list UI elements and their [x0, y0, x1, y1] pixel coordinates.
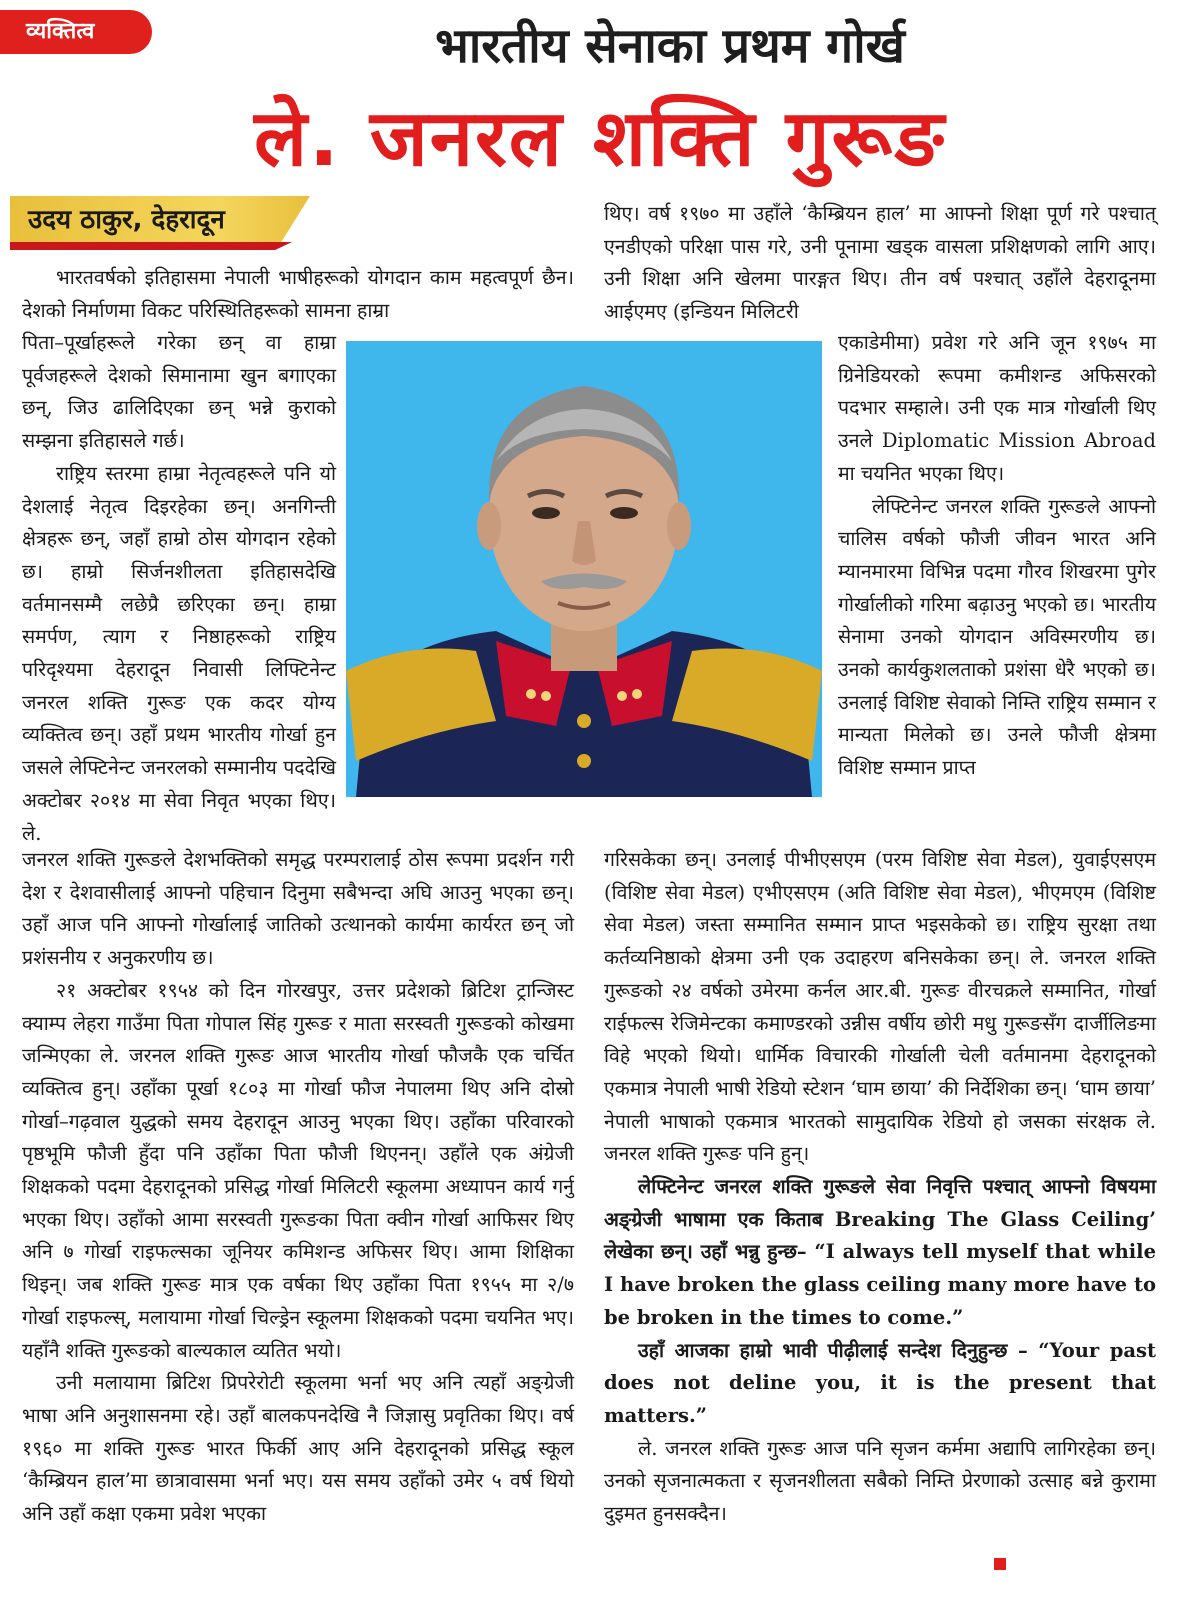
paragraph: राष्ट्रिय स्तरमा हाम्रा नेतृत्वहरूले पनि यो देशलाई नेतृत्व दिइरहेका छन्। अनगिन्ती क्षेत्रहरू छन्, जहाँ हाम्रो ठोस योगदान रहेको छ। हाम्रो सिर्जनशीलता इतिहासदेखि वर्तमानसम्मै लछेप्रै छरिएका छन्। हाम्रा समर्पण, त्याग र निष्ठाहरूको राष्ट्रिय परिदृश्यमा देहरादून निवासी लिफ्टिनेन्ट जनरल शक्ति गुरूङ एक कदर योग्य व्यक्तित्व छन्। उहाँ प्रथम भारतीय गोर्खा हुन जसले लेफ्टिनेन्ट जनरलको सम्मानीय पददेखि अक्टोबर २०१४ मा सेवा निवृत भएका थिए। ले. — [22, 461, 336, 845]
column-b-bottom — [604, 844, 1156, 1531]
paragraph: गरिसकेका छन्। उनलाई पीभीएसएम (परम विशिष्ट सेवा मेडल), युवाईएसएम (विशिष्ट सेवा मेडल) एभीएसएम (अति विशिष्ट सेवा मेडल), भीएमएम (विशिष्ट सेवा मेडल) जस्ता सम्मानित सम्मान प्राप्त भइसकेको छ। राष्ट्रिय सुरक्षा तथा कर्तव्यनिष्ठाको क्षेत्रमा उनी एक उदाहरण बनिसकेका छन्। ले. जनरल शक्ति गुरूङको २४ वर्षको उमेरमा कर्नल आर.बी. गुरूङ वीरचक्रले सम्मानित, गोर्खा राईफल्स रेजिमेन्टका कमाण्डरको उन्नीस वर्षीय छोरी मधु गुरूङसँग दार्जीलिङमा विहे भएको थियो। धार्मिक विचारकी गोर्खाली चेली वर्तमानमा देहरादूनको एकमात्र नेपाली भाषी रेडियो स्टेशन ‘घाम छाया’ की निर्देशिका छन्। ‘घाम छाया’ नेपाली भाषाको एकमात्र भारतको सामुदायिक रेडियो हो जसका संरक्षक ले. जनरल शक्ति गुरूङ पनि हुन्। — [604, 848, 1156, 1166]
paragraph: भारतवर्षको इतिहासमा नेपाली भाषीहरूको योगदान काम महत्वपूर्ण छैन। देशको निर्माणमा विकट परिस्थितिहरूको सामना हाम्रा — [22, 266, 574, 322]
byline-text: उदय ठाकुर, देहरादून — [28, 205, 225, 235]
paragraph: जनरल शक्ति गुरूङले देशभक्तिको समृद्ध परम्परालाई ठोस रूपमा प्रदर्शन गरी देश र देशवासीलाई आफ्नो पहिचान दिनुमा सबैभन्दा अघि आउनु भएका छन्। उहाँ आज पनि आफ्नो गोर्खालाई जातिको उत्थानको कार्यमा कार्यरत छन् जो प्रशंसनीय र अनुकरणीय छ। — [22, 848, 574, 970]
portrait-photo — [346, 341, 822, 797]
paragraph: पिता–पूर्खाहरूले गरेका छन् वा हाम्रा पूर्वजहरूले देशको सिमानामा खुन बगाएका छन्, जिउ ढालिदिएका छन् भन्ने कुराको सम्झना इतिहासले गर्छ। — [22, 331, 336, 453]
paragraph: थिए। वर्ष १९७० मा उहाँले ‘कैम्ब्रियन हाल’ मा आफ्नो शिक्षा पूर्ण गरे पश्चात् एनडीएको परिक्षा पास गरे, उनी पूनामा खड्क वासला प्रशिक्षणको लागि आए। उनी शिक्षा अनि खेलमा पारङ्गत थिए। तीन वर्ष पश्चात् उहाँले देहरादूनमा आईएमए (इन्डियन मिलिटरी — [604, 202, 1156, 324]
column-a-intro — [22, 262, 574, 327]
paragraph: लेफ्टिनेन्ट जनरल शक्ति गुरूङले आफ्नो चालिस वर्षको फौजी जीवन भारत अनि म्यानमारमा विभिन्न पदमा गौरव शिखरमा पुगेर गोर्खालीको गरिमा बढ़ाउनु भएको छ। भारतीय सेनामा उनको योगदान अविस्मरणीय छ। उनको कार्यकुशलताको प्रशंसा धेरै भएको छ। उनलाई विशिष्ट सेवाको निम्ति राष्ट्रिय सम्मान र मान्यता मिलेको छ। उनले फौजी क्षेत्रमा विशिष्ट सम्मान प्राप्त — [838, 494, 1156, 780]
end-mark-icon — [994, 1558, 1006, 1570]
paragraph: उनी मलायामा ब्रिटिश प्रिपरेरोटी स्कूलमा भर्ना भए अनि त्यहाँ अङ्ग्रेजी भाषा अनि अनुशासनमा रहे। उहाँ बालकपनदेखि नै जिज्ञासु प्रवृतिका थिए। वर्ष १९६० मा शक्ति गुरूङ भारत फिर्की आए अनि देहरादूनको प्रसिद्ध स्कूल ‘कैम्ब्रियन हाल’मा छात्रावासमा भर्ना भए। यस समय उहाँको उमेर ५ वर्ष थियो अनि उहाँ कक्षा एकमा प्रवेश भएका — [22, 1371, 574, 1526]
section-tag: व्यक्तित्व — [0, 10, 152, 54]
kicker-title: भारतीय सेनाका प्रथम गोर्ख — [435, 18, 905, 74]
paragraph-quote — [604, 1335, 1156, 1433]
portrait-illustration — [346, 341, 822, 797]
column-a-bottom — [22, 844, 574, 1531]
byline-banner — [10, 196, 310, 244]
quote-text: उहाँ आजका हाम्रो भावी पीढ़ीलाई सन्देश दिनुहुन्छ – “Your past does not deline you, it is the present that matters.” — [604, 1338, 1156, 1427]
paragraph: एकाडेमीमा) प्रवेश गरे अनि जून १९७५ मा ग्रिनेडियरको रूपमा कमीशन्ड अफिसरको पदभार सम्हाले। उनी एक मात्र गोर्खाली थिए उनले Diplomatic Mission Abroad मा चयनित भएका थिए। — [838, 331, 1156, 485]
headline: ले. जनरल शक्ति गुरूङ — [254, 94, 946, 184]
paragraph: ले. जनरल शक्ति गुरूङ आज पनि सृजन कर्ममा अद्यापि लागिरहेका छन्। उनको सृजनात्मकता र सृजनशीलता सबैको निम्ति प्रेरणाको उत्साह बन्ने कुरामा दुइमत हुनसक्दैन। — [604, 1436, 1156, 1526]
paragraph-quote — [604, 1171, 1156, 1335]
paragraph: २१ अक्टोबर १९५४ को दिन गोरखपुर, उत्तर प्रदेशको ब्रिटिश ट्रान्जिस्ट क्याम्प लेहरा गाउँमा पिता गोपाल सिंह गुरूङ र माता सरस्वती गुरूङको कोखमा जन्मिएका ले. जरनल शक्ति गुरूङ आज भारतीय गोर्खा फौजकै एक चर्चित व्यक्तित्व हुन्। उहाँका पूर्खा १८०३ मा गोर्खा फौज नेपालमा थिए अनि दोस्रो गोर्खा–गढ़वाल युद्धको समय देहरादून आउनु भएका थिए। उहाँका परिवारको पृष्ठभूमि फौजी हुँदा पनि उहाँका पिता फौजी थिएनन्। उहाँले एक अंग्रेजी शिक्षकको पदमा देहरादूनको प्रसिद्ध गोर्खा मिलिटरी स्कूलमा अध्यापन कार्य गर्नु भएका थिए। उहाँको आमा सरस्वती गुरूङका पिता क्वीन गोर्खा आफिसर थिए अनि ७ गोर्खा राइफल्सका जूनियर कमिशन्ड अफिसर थिए। आमा शिक्षिका थिइन्। जब शक्ति गुरूङ मात्र एक वर्षका थिए उहाँका पिता १९५५ मा २/७ गोर्खा राइफल्स्, मलायामा गोर्खा चिल्ड्रेन स्कूलमा शिक्षकको पदमा चयनित भए। यहाँनै शक्ति गुरूङको बाल्यकाल व्यतित भयो। — [22, 978, 574, 1362]
column-b-narrow — [838, 327, 1156, 785]
column-b-top — [604, 198, 1156, 329]
column-a-narrow — [22, 327, 336, 850]
quote-text: लेफ्टिनेन्ट जनरल शक्ति गुरूङले सेवा निवृत्ति पश्चात् आफ्नो विषयमा अङ्ग्रेजी भाषामा एक किताब Breaking The Glass Ceiling’ लेखेका छन्। उहाँ भन्नु हुन्छ– “I always tell myself that while I have broken the glass ceiling many more have to be broken in the times to come.” — [604, 1175, 1156, 1329]
